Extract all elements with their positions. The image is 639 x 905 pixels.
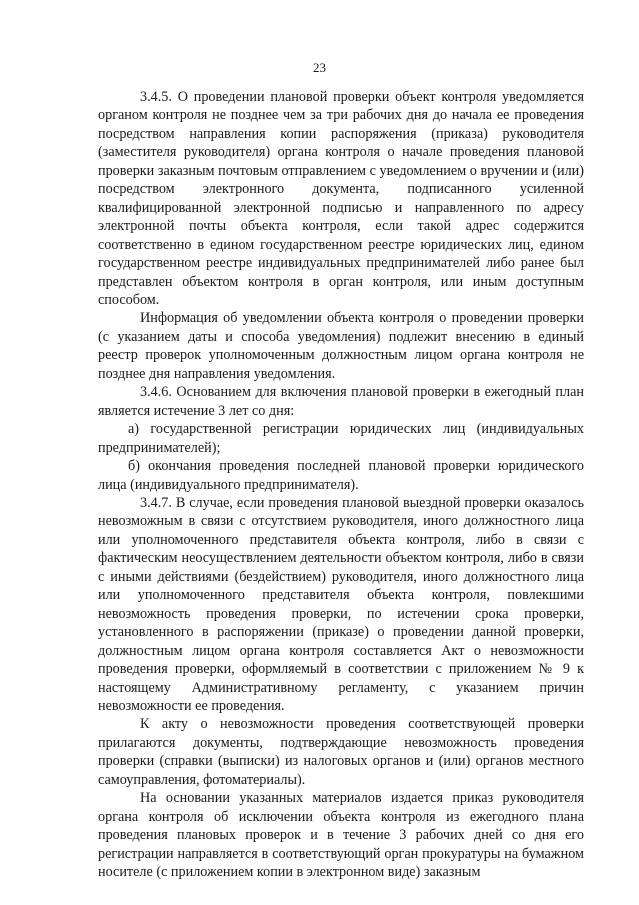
paragraph-order-exclusion: На основании указанных материалов издается приказ руководителя органа контроля об исключении объекта контроля из ежегодного плана проведения плановых проверок и в течение 3 рабочих дней со дня его регистрации направляется в соответствующий орган прокуратуры на бумажном носителе (с приложением копии в электронном виде) заказным [98, 790, 584, 881]
page-number: 23 [313, 60, 326, 75]
paragraph-3-4-5: 3.4.5. О проведении плановой проверки объект контроля уведомляется органом контроля не позднее чем за три рабочих дня до начала ее проведения посредством направления копии распоряжения (приказа) руководителя (заместителя руководителя) органа контроля о начале проведения плановой проверки заказным почтовым отправлением с уведомлением о вручении и (или) посредством электронного документа, подписанного усиленной квалифицированной электронной подписью и направленного по адресу электронной почты объекта контроля, если такой адрес содержится соответственно в едином государственном реестре юридических лиц, едином государственном реестре индивидуальных предпринимателей либо ранее был представлен объектом контроля в орган контроля, или иным доступным способом. [98, 89, 584, 308]
paragraph-notification-info: Информация об уведомлении объекта контроля о проведении проверки (с указанием даты и способа уведомления) подлежит внесению в единый реестр проверок уполномоченным должностным лицом органа контроля не позднее дня направления уведомления. [98, 310, 584, 382]
list-item-b: б) окончания проведения последней плановой проверки юридического лица (индивидуального предпринимателя). [98, 458, 584, 493]
document-body [98, 88, 584, 881]
paragraph-3-4-6: 3.4.6. Основанием для включения плановой проверки в ежегодный план является истечение 3 лет со дня: [98, 384, 584, 419]
list-item-a: а) государственной регистрации юридических лиц (индивидуальных предпринимателей); [98, 421, 584, 456]
paragraph-3-4-7: 3.4.7. В случае, если проведения плановой выездной проверки оказалось невозможным в связи с отсутствием руководителя, иного должностного лица или уполномоченного представителя объекта контроля, либо в связи с фактическим неосуществлением деятельности объектом контроля, либо в связи с иными действиями (бездействием) руководителя, иного должностного лица или уполномоченного представителя объекта контроля, повлекшими невозможность проведения проверки, по истечении срока проверки, установленного в распоряжении (приказе) о проведении данной проверки, должностным лицом органа контроля составляется Акт о невозможности проведения проверки, оформляемый в соответствии с приложением № 9 к настоящему Административному регламенту, с указанием причин невозможности ее проведения. [98, 494, 584, 714]
paragraph-act-attachments: К акту о невозможности проведения соответствующей проверки прилагаются документы, подтверждающие невозможность проведения проверки (справки (выписки) из налоговых органов и (или) органов местного самоуправления, фотоматериалы). [98, 716, 584, 788]
